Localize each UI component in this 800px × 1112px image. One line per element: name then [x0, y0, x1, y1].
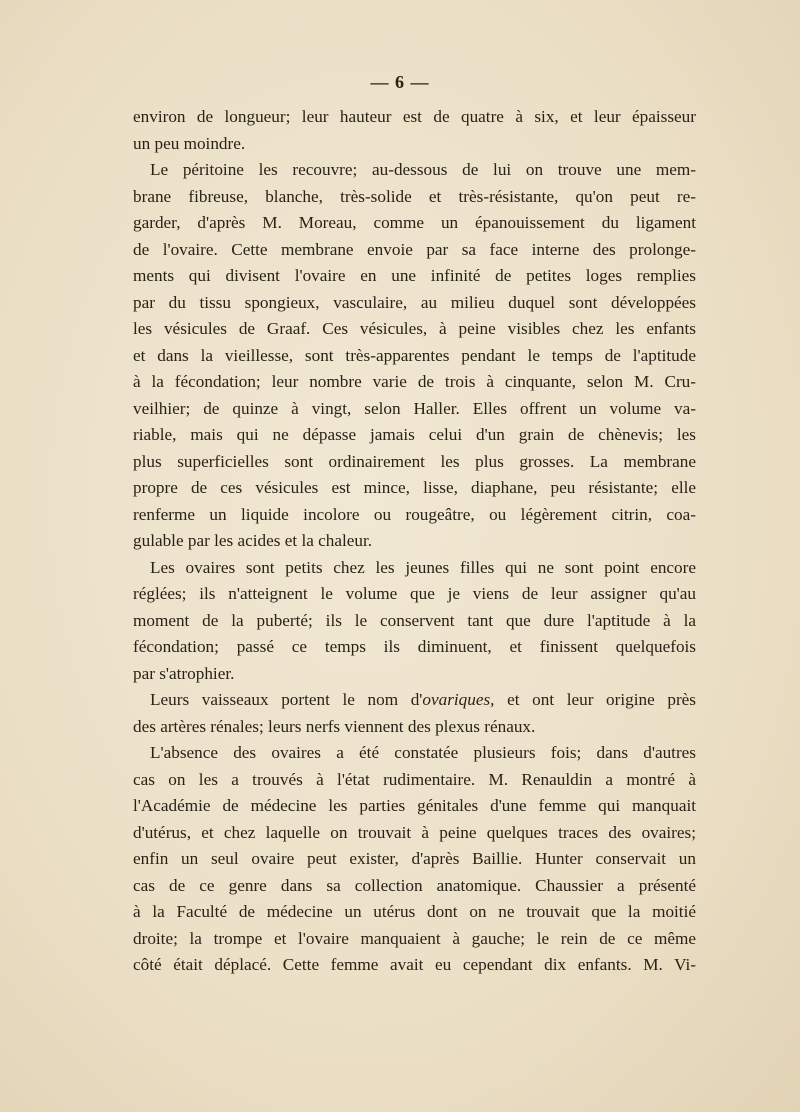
text-line: renferme un liquide incolore ou rougeâtre, ou légèrement citrin, coa- [133, 504, 696, 524]
text-line: de l'ovaire. Cette membrane envoie par sa face interne des prolonge- [133, 239, 696, 259]
body-text [133, 104, 696, 979]
text-line: côté était déplacé. Cette femme avait eu cependant dix enfants. M. Vi- [133, 955, 696, 974]
text-line: veilhier; de quinze à vingt, selon Haller. Elles offrent un volume va- [133, 398, 696, 418]
paragraph-5 [133, 740, 696, 979]
text-line: les vésicules de Graaf. Ces vésicules, à peine visibles chez les enfants [133, 319, 696, 338]
text-line-mixed [133, 687, 696, 714]
text-line: à la fécondation; leur nombre varie de trois à cinquante, selon M. Cru- [133, 372, 696, 391]
text-line: cas de ce genre dans sa collection anatomique. Chaussier a présenté [133, 875, 696, 895]
paragraph-2 [133, 157, 696, 555]
italic-term: ovariques, [422, 690, 495, 709]
text-line: par s'atrophier. [133, 663, 235, 683]
text-line: par du tissu spongieux, vasculaire, au milieu duquel sont développées [133, 292, 696, 312]
paragraph-1 [133, 104, 696, 157]
text-line: des artères rénales; leurs nerfs viennent des plexus rénaux. [133, 716, 536, 736]
paragraph-3 [133, 555, 696, 688]
text-line: plus superficielles sont ordinairement les plus grosses. La membrane [133, 451, 696, 471]
text-run: et ont leur origine près [494, 690, 696, 709]
text-line: fécondation; passé ce temps ils diminuent, et finissent quelquefois [133, 637, 696, 656]
text-line: L'absence des ovaires a été constatée plusieurs fois; dans d'autres [150, 743, 696, 762]
paragraph-4 [133, 687, 696, 740]
text-line: environ de longueur; leur hauteur est de quatre à six, et leur épaisseur [133, 107, 696, 126]
page-number: — 6 — [370, 72, 430, 92]
text-line: Le péritoine les recouvre; au-dessous de lui on trouve une mem- [150, 160, 696, 179]
text-line: ments qui divisent l'ovaire en une infinité de petites loges remplies [133, 266, 696, 285]
text-line: enfin un seul ovaire peut exister, d'après Baillie. Hunter conservait un [133, 849, 696, 868]
text-line: et dans la vieillesse, sont très-apparentes pendant le temps de l'aptitude [133, 345, 696, 365]
text-line: garder, d'après M. Moreau, comme un épanouissement du ligament [133, 213, 696, 232]
text-line: réglées; ils n'atteignent le volume que je viens de leur assigner qu'au [133, 584, 696, 603]
text-line: cas on les a trouvés à l'état rudimentaire. M. Renauldin a montré à [133, 769, 696, 789]
text-run: Leurs vaisseaux portent le nom d' [150, 690, 423, 709]
text-line: à la Faculté de médecine un utérus dont on ne trouvait que la moitié [133, 902, 696, 921]
text-line: moment de la puberté; ils le conservent tant que dure l'aptitude à la [133, 610, 696, 630]
text-line: Les ovaires sont petits chez les jeunes filles qui ne sont point encore [150, 557, 696, 577]
text-line: un peu moindre. [133, 133, 246, 153]
text-line: droite; la trompe et l'ovaire manquaient à gauche; le rein de ce même [133, 928, 696, 948]
text-line: gulable par les acides et la chaleur. [133, 531, 373, 550]
text-line: d'utérus, et chez laquelle on trouvait à peine quelques traces des ovaires; [133, 822, 696, 842]
text-line: l'Académie de médecine les parties génitales d'une femme qui manquait [133, 796, 696, 815]
text-line: brane fibreuse, blanche, très-solide et très-résistante, qu'on peut re- [133, 186, 696, 206]
text-line: riable, mais qui ne dépasse jamais celui d'un grain de chènevis; les [133, 425, 696, 444]
text-line: propre de ces vésicules est mince, lisse, diaphane, peu résistante; elle [133, 478, 696, 497]
